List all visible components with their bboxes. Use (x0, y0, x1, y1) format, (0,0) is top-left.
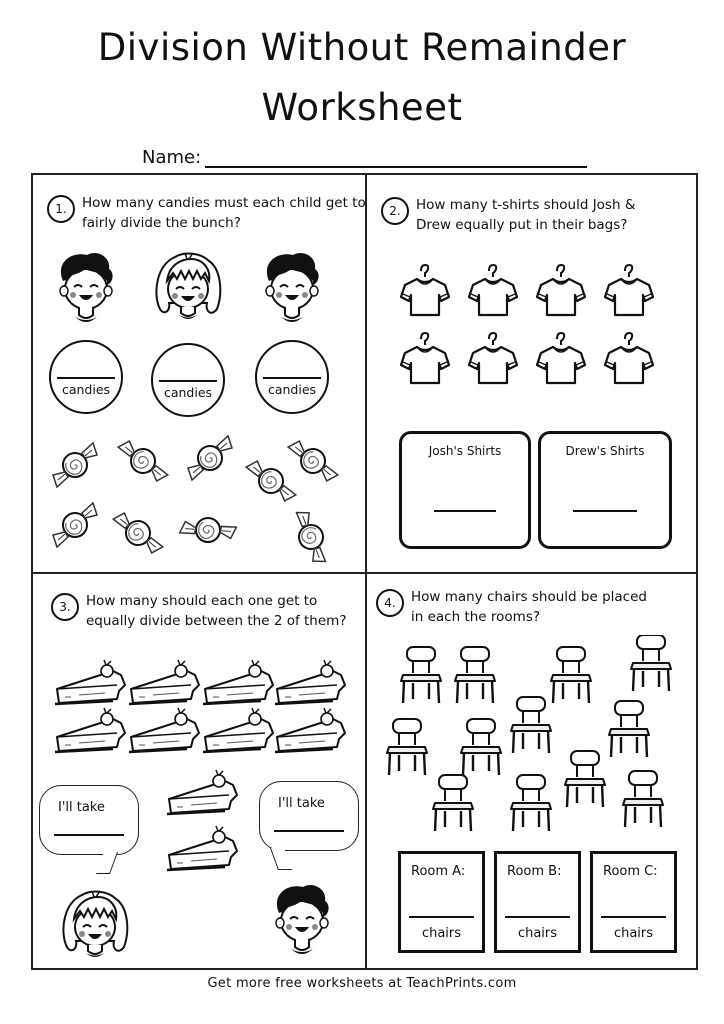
pie-slice-icon (55, 708, 125, 752)
speech-bubble-label: I'll take (58, 800, 105, 815)
chair-icon (551, 647, 591, 703)
answer-line (409, 916, 474, 918)
room-unit-label: chairs (613, 926, 654, 941)
question-text: How many chairs should be placed in each the rooms? (411, 589, 647, 625)
chair-icon (609, 701, 649, 757)
answer-line (263, 377, 321, 379)
chair-icon (511, 697, 551, 753)
footer-credit: Get more free worksheets at TeachPrints.com (207, 976, 517, 991)
pie-slice-icon (167, 826, 237, 870)
pie-slice-group (51, 655, 351, 765)
girl-speech-bubble[interactable] (39, 785, 139, 855)
question-1 (47, 193, 366, 233)
candies-answer-circle[interactable] (255, 340, 329, 414)
boy-face-icon (255, 251, 329, 331)
grid-divider-horizontal (33, 572, 696, 574)
tshirt-icon (469, 265, 517, 315)
answer-box-label: Josh's Shirts (428, 444, 502, 458)
pie-slice-icon (275, 660, 345, 704)
chair-icon (631, 635, 671, 691)
candy-icon (53, 443, 97, 487)
candy-icon (283, 509, 339, 565)
room-label: Room C: (603, 864, 658, 879)
room-label: Room A: (411, 864, 466, 879)
candy-icon (53, 503, 97, 547)
candy-icon (288, 436, 339, 487)
tshirt-icon (537, 265, 585, 315)
room-unit-label: chairs (517, 926, 558, 941)
pie-slice-icon (129, 708, 199, 752)
question-number-badge: 2. (381, 197, 409, 225)
candy-icon (113, 508, 164, 559)
chair-group (381, 635, 701, 835)
candy-icon (246, 456, 297, 507)
chair-icon (387, 719, 427, 775)
tshirt-icon (469, 333, 517, 383)
chair-icon (511, 775, 551, 831)
tshirt-icon (401, 333, 449, 383)
question-4 (376, 587, 647, 627)
question-text: How many t-shirts should Josh & Drew equally put in their bags? (416, 197, 636, 233)
answer-line (274, 830, 344, 832)
speech-bubble-label: I'll take (278, 796, 325, 811)
answer-unit-label: candies (61, 382, 111, 397)
boy-face-icon (49, 251, 123, 331)
question-number-badge: 1. (47, 195, 75, 223)
question-2 (381, 195, 635, 235)
answer-unit-label: candies (163, 385, 213, 400)
chair-icon (461, 719, 501, 775)
candy-icon (177, 499, 239, 561)
name-field (142, 146, 587, 168)
chair-icon (455, 647, 495, 703)
name-input-line[interactable] (205, 146, 587, 168)
girl-face-icon (151, 251, 225, 331)
tshirt-icon (605, 265, 653, 315)
room-a-answer-box[interactable] (398, 851, 485, 953)
chair-icon (401, 647, 441, 703)
chair-icon (623, 771, 663, 827)
tshirt-group (399, 263, 659, 393)
tshirt-icon (537, 333, 585, 383)
name-label: Name: (142, 147, 202, 168)
room-c-answer-box[interactable] (590, 851, 677, 953)
candy-group (33, 425, 365, 565)
tshirt-icon (401, 265, 449, 315)
pie-slice-icon (55, 660, 125, 704)
worksheet-title-line1: Division Without Remainder (97, 26, 627, 69)
tshirt-icon (605, 333, 653, 383)
speech-tail (270, 848, 292, 870)
pie-slice-icon (275, 708, 345, 752)
question-number-badge: 4. (376, 589, 404, 617)
worksheet-title-line2: Worksheet (261, 86, 463, 129)
room-label: Room B: (507, 864, 562, 879)
drew-shirts-answer-box[interactable] (538, 431, 672, 549)
pie-slice-icon (203, 708, 273, 752)
candy-icon (118, 436, 169, 487)
answer-line (159, 380, 217, 382)
answer-line (434, 510, 496, 512)
chair-icon (565, 751, 605, 807)
boy-speech-bubble[interactable] (259, 781, 359, 851)
question-number-badge: 3. (51, 593, 79, 621)
chair-icon (433, 775, 473, 831)
pie-slice-icon (203, 660, 273, 704)
answer-line (57, 377, 115, 379)
answer-unit-label: candies (267, 382, 317, 397)
answer-line (601, 916, 666, 918)
candies-answer-circle[interactable] (49, 340, 123, 414)
candy-icon (188, 436, 232, 480)
room-unit-label: chairs (421, 926, 462, 941)
boy-face-icon (265, 883, 339, 963)
answer-line (505, 916, 570, 918)
pie-slice-icon (129, 660, 199, 704)
answer-box-label: Drew's Shirts (565, 444, 645, 458)
girl-face-icon (55, 889, 135, 969)
speech-tail (96, 852, 118, 874)
question-text: How many candies must each child get to fairly divide the bunch? (82, 195, 366, 231)
room-b-answer-box[interactable] (494, 851, 581, 953)
questions-grid (31, 173, 698, 970)
candies-answer-circle[interactable] (151, 343, 225, 417)
pie-slice-group-extra (163, 765, 243, 875)
answer-line (54, 834, 124, 836)
pie-slice-icon (167, 770, 237, 814)
answer-line (573, 510, 637, 512)
josh-shirts-answer-box[interactable] (399, 431, 531, 549)
question-3 (51, 591, 346, 631)
question-text: How many should each one get to equally divide between the 2 of them? (86, 593, 347, 629)
